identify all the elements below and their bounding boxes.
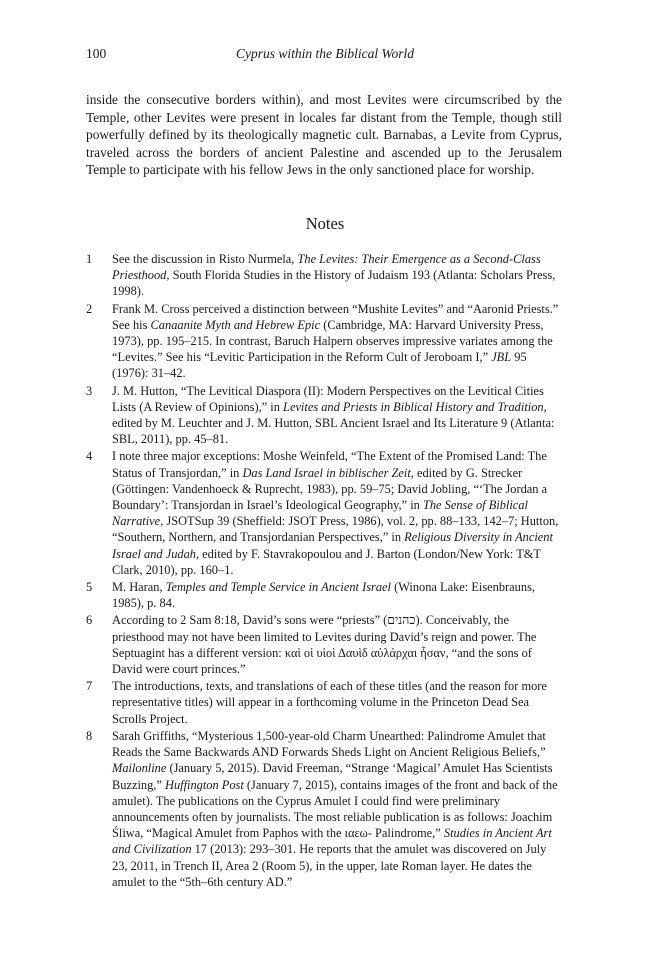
note-number: 7 <box>86 679 93 694</box>
note <box>86 612 562 677</box>
note-text-segment: (Cambridge, MA: Harvard University Press, 1973), pp. 195–215. In contrast, Baruch Halpern observes impressive variates among the “Levites.” See his “Levitic Participation in the Reform Cult of Jeroboam I,” <box>112 317 553 365</box>
note-number: 3 <box>86 383 93 398</box>
cited-title: Temples and Temple Service in Ancient Israel <box>165 580 391 595</box>
note-text-segment: I note three major exceptions: Moshe Weinfeld, “The Extent of the Promised Land: The Status of Transjordan,” in <box>112 449 547 480</box>
note-text-segment: (Winona Lake: Eisenbrauns, 1985), p. 84. <box>112 580 535 611</box>
note-text-segment: The introductions, texts, and translations of each of these titles (and the reason for more representative titles) will appear in a forthcoming volume in the Princeton Dead Sea Scrolls Project. <box>112 679 547 726</box>
body-text <box>86 91 562 179</box>
note-text-segment: (January 5, 2015). David Freeman, “Strange ‘Magical’ Amulet Has Scientists Buzzing,” <box>112 761 553 792</box>
note-text <box>112 728 562 890</box>
cited-title: Das Land Israel in biblischer Zeit <box>242 465 411 480</box>
note-number: 5 <box>86 580 93 595</box>
note-text-segment: 17 (2013): 293–301. He reports that the amulet was discovered on July 23, 2011, in Trench II, Area 2 (Room 5), in the upper, late Roman layer. He dates the amulet to the “5th–6th century AD.” <box>112 842 547 889</box>
note-text-segment: 95 (1976): 31–42. <box>112 350 527 381</box>
note <box>86 251 562 300</box>
note-number: 2 <box>86 301 93 316</box>
cited-title: Mailonline <box>112 761 167 776</box>
note-text-segment: According to 2 Sam 8:18, David’s sons were “priests” (כהנים). Conceivably, the priesthood may not have been limited to Levites during David’s reign and power. The Septuagint has a different version: καὶ οἱ υἱοὶ Δαυὶδ αὐλάρχαι ἦσαν, “and the sons of David were court princes.” <box>112 613 537 677</box>
page-number: 100 <box>86 46 107 61</box>
note <box>86 678 562 727</box>
cited-title: Huffington Post <box>165 777 244 792</box>
note-text-segment: Sarah Griffiths, “Mysterious 1,500-year-old Charm Unearthed: Palindrome Amulet that Reads the Same Backwards AND Forwards Sheds Light on Ancient Religious Beliefs,” <box>112 728 546 760</box>
note-text-segment: Frank M. Cross perceived a distinction between “Mushite Levites” and “Aaronid Priests.” See his <box>112 301 559 332</box>
note <box>86 579 562 611</box>
cited-title: The Sense of Biblical Narrative <box>112 498 528 529</box>
note-text-segment: , South Florida Studies in the History of Judaism 193 (Atlanta: Scholars Press, 1998). <box>112 268 556 299</box>
note <box>86 301 562 382</box>
notes-heading: Notes <box>305 214 345 233</box>
cited-title: Studies in Ancient Art and Civilization <box>112 826 552 857</box>
note-text-segment: (January 7, 2015), contains images of the front and back of the amulet). The publications on the Cyprus Amulet I could find were preliminary announcements often by journalists. The most reliable publication is as follows: Joachim Śliwa, “Magical Amulet from Paphos with the ιαεω- Palindrome,” <box>112 777 558 841</box>
note <box>86 728 562 890</box>
body-paragraph: inside the consecutive borders within), and most Levites were circumscribed by the Temple, other Levites were present in locales far distant from the Temple, though still powerfully defined by its theologically magnetic cult. Barnabas, a Levite from Cyprus, traveled across the borders of ancient Palestine and ascended up to the Jerusalem Temple to participate with his fellow Jews in the only sanctioned place for worship. <box>86 92 562 178</box>
note-text-segment: , edited by G. Strecker (Göttingen: Vandenhoeck & Ruprecht, 1983), pp. 59–75; David Jobling, “‘The Jordan a Boundary’: Transjordan in Israel’s Ideological Geography,” in <box>112 465 548 513</box>
note-text <box>112 383 562 448</box>
cited-title: JBL <box>491 350 512 365</box>
cited-title: Religious Diversity in Ancient Israel and Judah <box>112 530 553 561</box>
note-number: 8 <box>86 728 93 743</box>
cited-title: Levites and Priests in Biblical History and Tradition <box>283 399 544 414</box>
note-number: 6 <box>86 613 93 628</box>
note-text <box>112 678 562 727</box>
note <box>86 383 562 448</box>
note-text <box>112 301 562 382</box>
note <box>86 448 562 578</box>
notes-list <box>86 251 562 891</box>
note-text-segment: , JSOTSup 39 (Sheffield: JSOT Press, 1986), vol. 2, pp. 88–133, 142–7; Hutton, “Southern, Northern, and Transjordanian Perspectives,” in <box>112 514 559 545</box>
note-text <box>112 251 562 300</box>
note-text <box>112 448 562 578</box>
note-text <box>112 612 562 677</box>
note-text-segment: , edited by F. Stavrakopoulou and J. Barton (London/New York: T&T Clark, 2010), pp. 160–1. <box>112 546 541 577</box>
note-text-segment: See the discussion in Risto Nurmela, <box>112 252 298 266</box>
note-text-segment: J. M. Hutton, “The Levitical Diaspora (II): Modern Perspectives on the Levitical Cities Lists (A Review of Opinions),” in <box>112 383 544 414</box>
note-number: 1 <box>86 252 93 266</box>
note-text <box>112 579 562 611</box>
cited-title: Canaanite Myth and Hebrew Epic <box>150 317 321 332</box>
note-number: 4 <box>86 449 93 464</box>
note-text-segment: M. Haran, <box>112 580 166 595</box>
note-text-segment: , edited by M. Leuchter and J. M. Hutton, SBL Ancient Israel and Its Literature 9 (Atlanta: SBL, 2011), pp. 45–81. <box>112 399 555 447</box>
running-title: Cyprus within the Biblical World <box>235 46 414 61</box>
cited-title: The Levites: Their Emergence as a Second-Class Priesthood <box>112 252 541 283</box>
